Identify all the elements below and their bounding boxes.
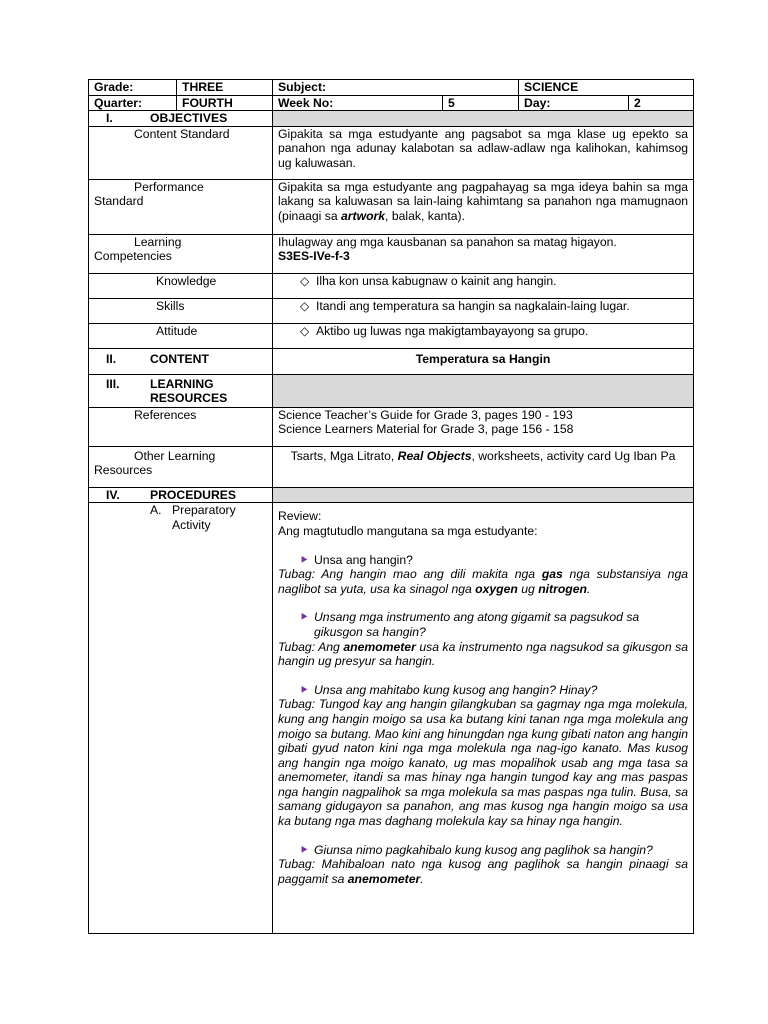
week-label: Week No:	[273, 95, 443, 111]
learning-competencies-text: Ihulagway ang mga kausbanan sa panahon sa matag higayon. S3ES-IVe-f-3	[273, 234, 694, 273]
question-1: ⯈ Unsa ang hangin?	[278, 553, 688, 568]
references-label: References	[89, 407, 273, 446]
diamond-bullet-icon: ◇	[300, 273, 310, 288]
learning-competencies-label: Learning Competencies	[89, 234, 273, 273]
objectives-title: I. OBJECTIVES	[89, 111, 273, 127]
content-standard-label: Content Standard	[89, 126, 273, 179]
skills-row	[89, 298, 694, 323]
answer-4: Tubag: Mahibaloan nato nga kusog ang paglihok sa hangin pinaagi sa paggamit sa anemometer.	[278, 857, 689, 886]
answer-3: Tubag: Tungod kay ang hangin gilangkuban sa gagmay nga mga molekula, kung ang hangin moigo sa usa ka butang kini tanan nga mga molekula ang moigo sa butang. Mao kini ang hinungdan nga kung gibati naton ang hangin gibati gyud naton kini nga mga molekula nga nag-igo kanato. Mas kusog ang hangin nga moigo kanato, ug mas mopalihok usab ang mga tasa sa anemometer, itandi sa mas hinay nga hangin tungod kay ang mas paspas nga hangin nagpalihok sa mga molekula sa mas paspas nga tulin. Busa, sa samang gidugayon sa panahon, ang mas kusog nga hangin moigo sa usa ka butang nga mas daghang molekula kay sa hinay nga hangin.	[278, 697, 689, 829]
objectives-header-row	[89, 111, 694, 127]
quarter-label: Quarter:	[89, 95, 177, 111]
content-title: II. CONTENT	[89, 348, 273, 374]
performance-standard-text: Gipakita sa mga estudyante ang pagpahayag sa mga ideya bahin sa mga lakang sa kaluwasan sa lain-laing kahimtang sa panahon nga mamugnaon (pinaagi sa artwork, balak, kanta).	[273, 179, 694, 234]
day-label: Day:	[519, 95, 629, 111]
arrow-bullet-icon: ⯈	[299, 552, 309, 567]
attitude-text: ◇ Aktibo ug luwas nga makigtambayayong sa grupo.	[273, 323, 694, 348]
answer-2: Tubag: Ang anemometer usa ka instrumento nga nagsukod sa gikusgon sa hangin ug presyur sa hangin.	[278, 639, 689, 669]
references-row	[89, 407, 694, 446]
procedures-title: IV. PROCEDURES	[89, 487, 273, 503]
knowledge-row	[89, 273, 694, 298]
skills-text: ◇ Itandi ang temperatura sa hangin sa nagkalain-laing lugar.	[273, 298, 694, 323]
preparatory-activity-row	[89, 503, 694, 934]
arrow-bullet-icon: ⯈	[299, 842, 309, 857]
attitude-label: Attitude	[89, 323, 273, 348]
procedures-header-row	[89, 487, 694, 503]
question-4: ⯈ Giunsa nimo pagkahibalo kung kusog ang paglihok sa hangin?	[278, 843, 688, 858]
review-intro: Ang magtutudlo mangutana sa mga estudyante:	[278, 523, 538, 538]
question-2: ⯈ Unsang mga instrumento ang atong gigamit sa pagsukod sa gikusgon sa hangin?	[278, 610, 688, 639]
knowledge-label: Knowledge	[89, 273, 273, 298]
grade-label: Grade:	[89, 80, 177, 96]
diamond-bullet-icon: ◇	[300, 298, 310, 313]
learning-competencies-row	[89, 234, 694, 273]
content-value: Temperatura sa Hangin	[273, 348, 694, 374]
content-standard-row	[89, 126, 694, 179]
quarter-value: FOURTH	[177, 95, 273, 111]
references-text: Science Teacher’s Guide for Grade 3, pages 190 - 193 Science Learners Material for Grade 3, page 156 - 158	[273, 407, 694, 446]
diamond-bullet-icon: ◇	[300, 323, 310, 338]
header-row-quarter	[89, 95, 694, 111]
learning-resources-header-row	[89, 374, 694, 407]
answer-1: Tubag: Ang hangin mao ang dili makita nga gas nga substansiya nga naglibot sa yuta, usa ka sinagol nga oxygen ug nitrogen.	[278, 567, 689, 596]
attitude-row	[89, 323, 694, 348]
week-value: 5	[443, 95, 519, 111]
day-value: 2	[629, 95, 694, 111]
review-label: Review:	[278, 509, 322, 524]
preparatory-activity-label: A. Preparatory Activity	[89, 503, 273, 934]
lesson-plan-sheet	[88, 79, 693, 934]
other-resources-label: Other Learning Resources	[89, 446, 273, 487]
content-standard-text: Gipakita sa mga estudyante ang pagsabot sa mga klase ug epekto sa panahon nga adunay kalabotan sa adlaw-adlaw nga kalihokan, kahimsog ug kaluwasan.	[273, 126, 694, 179]
grade-value: THREE	[177, 80, 273, 96]
preparatory-activity-content	[273, 503, 694, 934]
learning-resources-title: III. LEARNING RESOURCES	[89, 374, 273, 407]
performance-standard-row	[89, 179, 694, 234]
content-row	[89, 348, 694, 374]
question-3: ⯈ Unsa ang mahitabo kung kusog ang hangin? Hinay?	[278, 683, 688, 698]
subject-label: Subject:	[273, 80, 519, 96]
arrow-bullet-icon: ⯈	[299, 610, 309, 625]
other-resources-row	[89, 446, 694, 487]
knowledge-text: ◇ Ilha kon unsa kabugnaw o kainit ang hangin.	[273, 273, 694, 298]
subject-value: SCIENCE	[519, 80, 694, 96]
lesson-plan-table	[88, 79, 694, 934]
other-resources-text: Tsarts, Mga Litrato, Real Objects, worksheets, activity card Ug Iban Pa	[273, 446, 694, 487]
arrow-bullet-icon: ⯈	[299, 682, 309, 697]
skills-label: Skills	[89, 298, 273, 323]
header-row-grade	[89, 80, 694, 96]
performance-standard-label: Performance Standard	[89, 179, 273, 234]
